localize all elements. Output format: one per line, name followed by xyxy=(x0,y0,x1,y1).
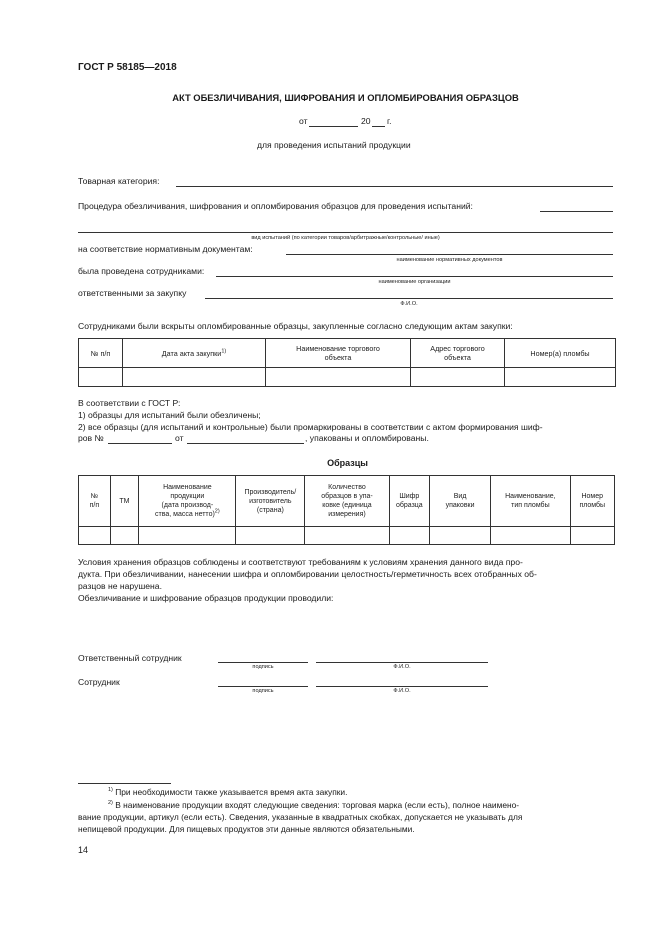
samples-table xyxy=(78,475,615,545)
category-label: Товарная категория: xyxy=(78,176,160,186)
footnote-1: $^{1)}$ При необходимости также указывается время акта закупки. xyxy=(108,787,348,797)
cipher-act-number-label: ров № xyxy=(78,433,104,443)
gost-item-1: 1) образцы для испытаний были обезличены; xyxy=(78,410,261,420)
table1-cell[interactable] xyxy=(505,368,616,387)
footnote-2-line-2: вание продукции, артикул (если есть). Сведения, указанные в квадратных скобках, допускается не указывать для xyxy=(78,812,523,822)
table2-cell[interactable] xyxy=(491,527,570,545)
footnote-separator xyxy=(78,783,171,784)
table2-header-cell: Вид упаковки xyxy=(429,476,490,527)
responsible-caption: Ф.И.О. xyxy=(400,301,418,307)
footnote-2-line-1: $^{2)}$ В наименование продукции входят следующие сведения: торговая марка (если есть), полное наимено- xyxy=(108,800,520,810)
gost-item-2: 2) все образцы (для испытаний и контрольные) были промаркированы в соответствии с актом формирования шиф- xyxy=(78,422,543,432)
date-year: 20 xyxy=(361,116,371,126)
cipher-act-number-blank[interactable] xyxy=(108,443,172,444)
purpose-line: для проведения испытаний продукции xyxy=(257,140,411,150)
table2-cell[interactable] xyxy=(236,527,305,545)
table1-cell[interactable] xyxy=(79,368,123,387)
table2-header-cell: Наименование продукции (дата производ- ства, масса нетто)$^{2)}$ xyxy=(139,476,236,527)
table2-cell[interactable] xyxy=(110,527,139,545)
responsible-blank[interactable] xyxy=(205,298,613,299)
procedure-label: Процедура обезличивания, шифрования и опломбирования образцов для проведения испытаний: xyxy=(78,201,473,211)
table2-header-cell: Номер пломбы xyxy=(570,476,614,527)
table1-header-cell: Адрес торгового объекта xyxy=(411,339,505,368)
table1-header-cell: Номер(а) пломбы xyxy=(505,339,616,368)
staff-caption: наименование организации xyxy=(378,279,451,285)
table2-cell[interactable] xyxy=(429,527,490,545)
signature-role-employee: Сотрудник xyxy=(78,677,120,687)
name-caption: Ф.И.О. xyxy=(393,664,411,670)
year-blank[interactable] xyxy=(372,126,385,127)
conditions-line-2: дукта. При обезличивании, нанесении шифра и опломбировании целостность/герметичность всех отобранных об- xyxy=(78,569,537,579)
document-title: АКТ ОБЕЗЛИЧИВАНИЯ, ШИФРОВАНИЯ И ОПЛОМБИРОВАНИЯ ОБРАЗЦОВ xyxy=(172,92,519,103)
gost-intro: В соответствии с ГОСТ Р: xyxy=(78,398,181,408)
table2-row xyxy=(79,527,615,545)
signature-blank-responsible[interactable] xyxy=(218,662,308,663)
purchase-acts-table xyxy=(78,338,616,387)
table2-cell[interactable] xyxy=(389,527,429,545)
table2-cell[interactable] xyxy=(570,527,614,545)
table2-header-cell: № п/п xyxy=(79,476,111,527)
footnote-2-mark: 2) xyxy=(214,508,220,515)
table1-row xyxy=(79,368,616,387)
table2-header-cell: Производитель/ изготовитель (страна) xyxy=(236,476,305,527)
cipher-act-date-blank[interactable] xyxy=(187,443,304,444)
footnote-1-mark: 1) xyxy=(221,348,227,355)
conditions-line-4: Обезличивание и шифрование образцов продукции проводили: xyxy=(78,593,334,603)
cipher-act-date-label: от xyxy=(175,433,184,443)
table2-header-cell: Наименование, тип пломбы xyxy=(491,476,570,527)
table1-header-cell: № п/п xyxy=(79,339,123,368)
samples-title: Образцы xyxy=(327,458,368,468)
conditions-line-3: разцов не нарушена. xyxy=(78,581,162,591)
page-number: 14 xyxy=(78,845,89,855)
date-suffix: г. xyxy=(387,116,392,126)
table1-cell[interactable] xyxy=(411,368,505,387)
conformity-caption: наименование нормативных документов xyxy=(396,257,503,263)
table1-header-cell: Наименование торгового объекта xyxy=(266,339,411,368)
table2-cell[interactable] xyxy=(79,527,111,545)
procedure-blank-2[interactable] xyxy=(78,232,613,233)
conditions-line-1: Условия хранения образцов соблюдены и соответствуют требованиям к условиям хранения данного вида про- xyxy=(78,557,523,567)
procedure-blank[interactable] xyxy=(540,211,613,212)
staff-blank[interactable] xyxy=(216,276,613,277)
table2-header-row xyxy=(79,476,615,527)
table2-header-cell: Шифр образца xyxy=(389,476,429,527)
conformity-blank[interactable] xyxy=(286,254,613,255)
signature-caption: подпись xyxy=(252,688,274,694)
table2-header-cell: ТМ xyxy=(110,476,139,527)
standard-number: ГОСТ Р 58185—2018 xyxy=(78,62,177,73)
date-blank[interactable] xyxy=(309,126,358,127)
procedure-caption: вид испытаний (по категории товаров/арбитражные/контрольные/ иные) xyxy=(251,235,440,241)
table2-header-cell: Количество образцов в упа- ковке (единица измерения) xyxy=(305,476,390,527)
table1-header-cell: Дата акта закупки$^{1)}$ xyxy=(123,339,266,368)
name-blank-responsible[interactable] xyxy=(316,662,488,663)
date-prefix: от xyxy=(299,116,308,126)
signature-caption: подпись xyxy=(252,664,274,670)
category-blank[interactable] xyxy=(176,186,613,187)
name-caption: Ф.И.О. xyxy=(393,688,411,694)
signature-role-responsible: Ответственный сотрудник xyxy=(78,653,182,663)
signature-blank-employee[interactable] xyxy=(218,686,308,687)
opened-samples-text: Сотрудниками были вскрыты опломбированные образцы, закупленные согласно следующим актам закупки: xyxy=(78,321,513,331)
gost-item-2b xyxy=(78,433,618,445)
table1-header-row xyxy=(79,339,616,368)
responsible-label: ответственными за закупку xyxy=(78,288,187,298)
table1-cell[interactable] xyxy=(266,368,411,387)
table1-cell[interactable] xyxy=(123,368,266,387)
conformity-label: на соответствие нормативным документам: xyxy=(78,244,253,254)
table2-cell[interactable] xyxy=(305,527,390,545)
table2-cell[interactable] xyxy=(139,527,236,545)
staff-label: была проведена сотрудниками: xyxy=(78,266,205,276)
footnote-2-line-3: непищевой продукции. Для пищевых продуктов эти данные являются обязательными. xyxy=(78,824,415,834)
name-blank-employee[interactable] xyxy=(316,686,488,687)
gost-item-2b-suffix: , упакованы и опломбированы. xyxy=(305,433,429,443)
